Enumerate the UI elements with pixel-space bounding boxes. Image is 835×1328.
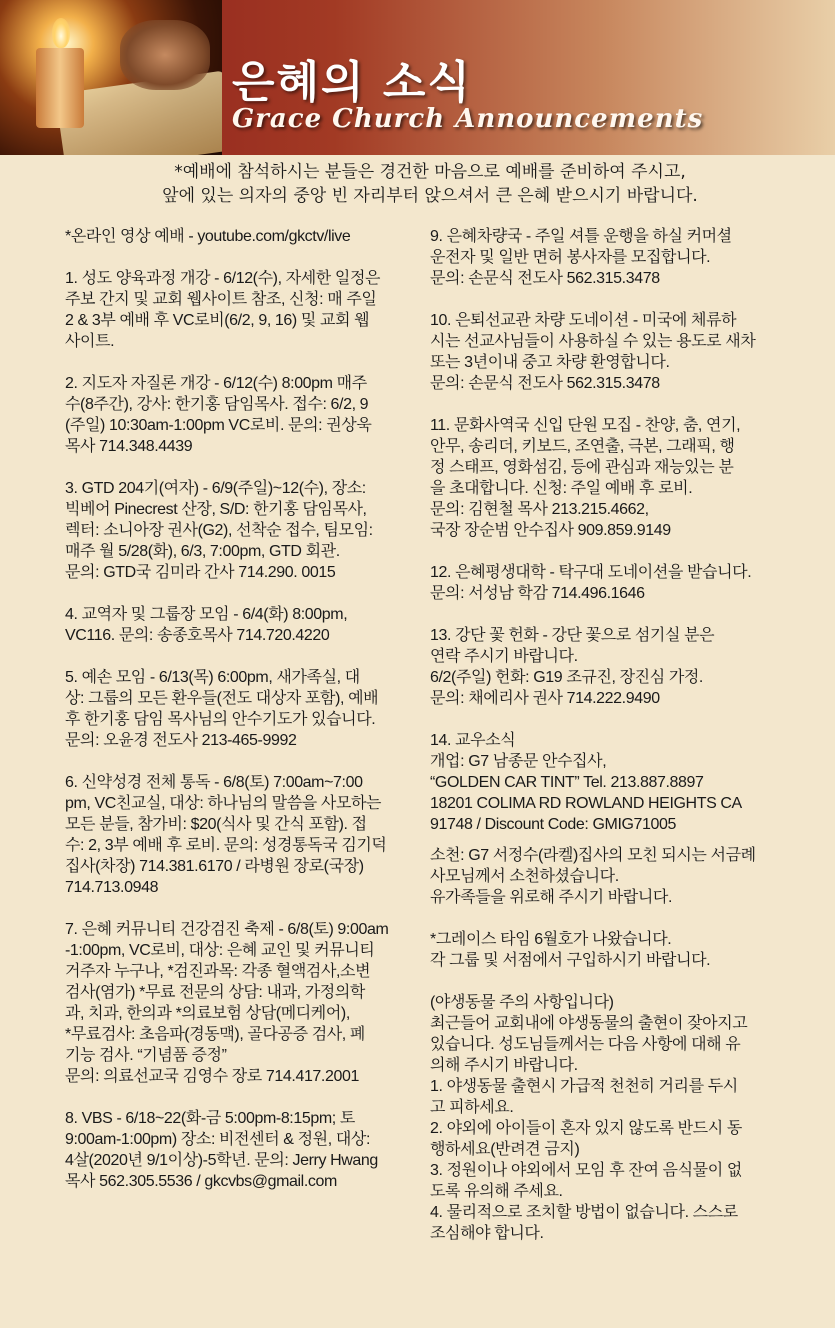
header-banner [0, 0, 835, 155]
announcement-wildlife-notice: (야생동물 주의 사항입니다) 최근들어 교회내에 야생동물의 출현이 잦아지고 있습니다. 성도님들께서는 다음 사항에 대해 유 의해 주시기 바랍니다. 1. 야생동물 출현시 가급적 천천히 거리를 두시 고 피하세요. 2. 야외에 아이들이 혼자 있지 않도록 반드시 동 행하세요(반려견 금지) 3. 정원이나 야외에서 모임 후 잔여 음식물이 없 도록 유의해 주세요. 4. 물리적으로 조치할 방법이 없습니다. 스스로 조심해야 합니다. [430, 994, 748, 1242]
announcement-item-8: 8. VBS - 6/18~22(화-금 5:00pm-8:15pm; 토 9:00am-1:00pm) 장소: 비전센터 & 정원, 대상: 4살(2020년 9/1이상)-5학년. 문의: Jerry Hwang 목사 562.305.5536 / gkcvbs@gmail.com [65, 1110, 378, 1190]
announcement-item-11: 11. 문화사역국 신입 단원 모집 - 찬양, 춤, 연기, 안무, 송리더, 키보드, 조연출, 극본, 그래픽, 행 정 스태프, 영화섬김, 등에 관심과 재능있는 분 을 초대합니다. 신청: 주일 예배 후 로비. 문의: 김현철 목사 213.215.4662, 국장 장순범 안수집사 909.859.9149 [430, 417, 741, 539]
announcement-grace-time: *그레이스 타임 6월호가 나왔습니다. 각 그룹 및 서점에서 구입하시기 바랍니다. [430, 931, 711, 969]
announcements-right-column [430, 226, 790, 1265]
announcement-item-3: 3. GTD 204기(여자) - 6/9(주일)~12(수), 장소: 빅베어 Pinecrest 산장, S/D: 한기홍 담임목사, 렉터: 소니아장 권사(G2), 선착순 접수, 팀모임: 매주 월 5/28(화), 6/3, 7:00pm, GTD 회관. 문의: GTD국 김미라 간사 714.290. 0015 [65, 480, 373, 581]
announcement-condolence: 소천: G7 서정수(라켈)집사의 모친 되시는 서금례 사모님께서 소천하셨습니다. 유가족들을 위로해 주시기 바랍니다. [430, 847, 756, 906]
announcement-item-1: 1. 성도 양육과정 개강 - 6/12(수), 자세한 일정은 주보 간지 및 교회 웹사이트 참조, 신청: 매 주일 2 & 3부 예배 후 VC로비(6/2, 9, 16) 및 교회 웹 사이트. [65, 270, 381, 350]
announcement-item-4: 4. 교역자 및 그룹장 모임 - 6/4(화) 8:00pm, VC116. 문의: 송종호목사 714.720.4220 [65, 606, 348, 644]
announcements-left-column [65, 226, 425, 1213]
page-title-english: Grace Church Announcements [232, 104, 704, 134]
announcement-item-5: 5. 예손 모임 - 6/13(목) 6:00pm, 새가족실, 대 상: 그룹의 모든 환우들(전도 대상자 포함), 예배 후 한기홍 담임 목사님의 안수기도가 있습니다. 문의: 오윤경 전도사 213-465-9992 [65, 669, 379, 749]
intro-notice: *예배에 참석하시는 분들은 경건한 마음으로 예배를 준비하여 주시고, 앞에 있는 의자의 중앙 빈 자리부터 앉으셔서 큰 은혜 받으시기 바랍니다. [162, 162, 698, 206]
announcement-item-12: 12. 은혜평생대학 - 탁구대 도네이션을 받습니다. 문의: 서성남 학감 714.496.1646 [430, 564, 752, 602]
candle-flame-icon [52, 18, 70, 48]
announcement-item-14: 14. 교우소식 개업: G7 남종문 안수집사, “GOLDEN CAR TINT” Tel. 213.887.8897 18201 COLIMA RD ROWLAND HEIGHTS CA 91748 / Discount Code: GMIG71005 [430, 732, 742, 833]
praying-hands-shape [120, 20, 210, 90]
announcement-item-9: 9. 은혜차량국 - 주일 셔틀 운행을 하실 커머셜 운전자 및 일반 면허 봉사자를 모집합니다. 문의: 손문식 전도사 562.315.3478 [430, 228, 732, 287]
page-title-korean: 은혜의 소식 [232, 57, 472, 108]
announcement-item-13: 13. 강단 꽃 헌화 - 강단 꽃으로 섬기실 분은 연락 주시기 바랍니다. 6/2(주일) 헌화: G19 조규진, 장진심 가정. 문의: 채에리사 권사 714.222.9490 [430, 627, 715, 707]
announcement-item-10: 10. 은퇴선교관 차량 도네이션 - 미국에 체류하 시는 선교사님들이 사용하실 수 있는 용도로 새차 또는 3년이내 중고 차량 환영합니다. 문의: 손문식 전도사 562.315.3478 [430, 312, 756, 392]
candle-shape [36, 48, 84, 128]
candle-prayer-photo [0, 0, 222, 155]
announcement-item-6: 6. 신약성경 전체 통독 - 6/8(토) 7:00am~7:00 pm, VC친교실, 대상: 하나님의 말씀을 사모하는 모든 분들, 참가비: $20(식사 및 간식 포함). 접 수: 2, 3부 예배 후 로비. 문의: 성경통독국 김기덕 집사(차장) 714.381.6170 / 라병원 장로(국장) 714.713.0948 [65, 774, 387, 896]
announcement-online-worship: *온라인 영상 예배 - youtube.com/gkctv/live [65, 228, 351, 245]
announcement-item-2: 2. 지도자 자질론 개강 - 6/12(수) 8:00pm 매주 수(8주간), 강사: 한기홍 담임목사. 접수: 6/2, 9 (주일) 10:30am-1:00pm VC로비. 문의: 권상욱 목사 714.348.4439 [65, 375, 372, 455]
announcement-item-7: 7. 은혜 커뮤니티 건강검진 축제 - 6/8(토) 9:00am -1:00pm, VC로비, 대상: 은혜 교인 및 커뮤니티 거주자 누구나, *검진과목: 각종 혈액검사,소변 검사(염가) *무료 전문의 상담: 내과, 가정의학 과, 치과, 한의과 *의료보험 상담(메디케어), *무료검사: 초음파(경동맥), 골다공증 검사, 폐 기능 검사. “기념품 증정” 문의: 의료선교국 김영수 장로 714.417.2001 [65, 921, 389, 1085]
